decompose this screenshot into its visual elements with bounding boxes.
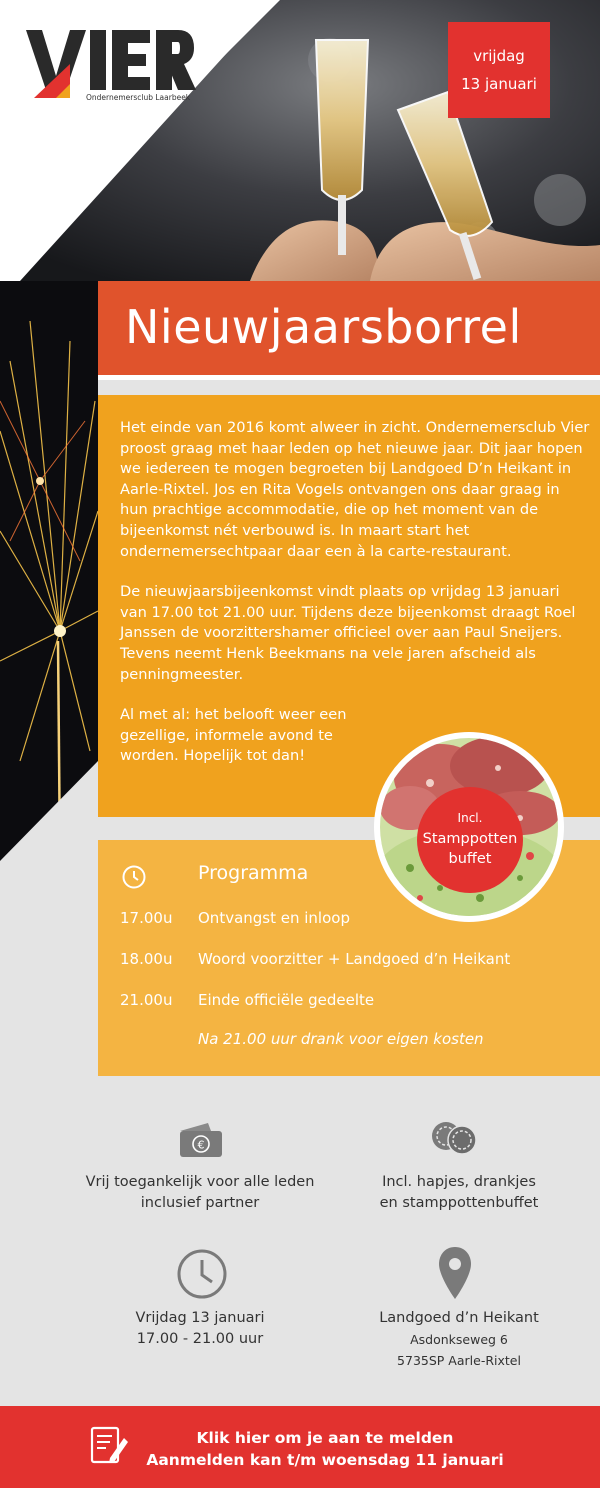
- intro-paragraph-3: Al met al: het belooft weer een gezellige, informele avond te worden. Hopelijk tot dan!: [120, 706, 347, 765]
- date-badge-date: 13 januari: [461, 75, 537, 93]
- feature-access-line-2: inclusief partner: [140, 1195, 260, 1211]
- badge-line-2: buffet: [448, 851, 492, 867]
- stamppot-badge: [417, 787, 523, 893]
- program-note: Na 21.00 uur drank voor eigen kosten: [198, 1030, 484, 1048]
- logo-subtitle: Ondernemersclub Laarbeek: [86, 93, 191, 102]
- program-title: Programma: [198, 862, 309, 884]
- clock-icon: [121, 864, 147, 894]
- register-deadline: Aanmelden kan t/m woensdag 11 januari: [146, 1451, 504, 1469]
- date-badge: [448, 22, 550, 118]
- feature-access-text: [60, 1172, 340, 1214]
- program-item-label: Einde officiële gedeelte: [198, 991, 375, 1009]
- badge-small-text: Incl.: [457, 811, 483, 825]
- register-link[interactable]: Klik hier om je aan te melden: [196, 1429, 454, 1447]
- feature-food-line-1: Incl. hapjes, drankjes: [382, 1174, 536, 1190]
- program-item-label: Ontvangst en inloop: [198, 909, 350, 927]
- page-title: Nieuwjaarsborrel: [125, 300, 522, 354]
- feature-location-line-3: 5735SP Aarle-Rixtel: [397, 1353, 521, 1368]
- program-item: [120, 950, 510, 968]
- feature-time-line-2: 17.00 - 21.00 uur: [136, 1331, 264, 1347]
- program-item-time: 18.00u: [120, 950, 173, 968]
- feature-location-line-1: Landgoed d’n Heikant: [379, 1310, 539, 1326]
- logo: [26, 24, 206, 110]
- feature-food-text: [320, 1172, 598, 1214]
- coins-icon: [428, 1118, 482, 1162]
- map-pin-icon: [437, 1245, 473, 1305]
- program-item-time: 21.00u: [120, 991, 173, 1009]
- feature-access-line-1: Vrij toegankelijk voor alle leden: [85, 1174, 315, 1190]
- intro-text: [120, 418, 590, 787]
- svg-text:€: €: [197, 1138, 205, 1152]
- badge-line-1: Stamppotten: [422, 831, 518, 847]
- wallet-euro-icon: [178, 1121, 224, 1163]
- feature-time-text: [60, 1308, 340, 1350]
- intro-paragraph-2: De nieuwjaarsbijeenkomst vindt plaats op vrijdag 13 januari van 17.00 tot 21.00 uur. Tijdens deze bijeenkomst draagt Roel Janssen de voorzittershamer officieel over aan Paul Sneijers. Tevens neemt Henk Beekmans na vele jaren afscheid als penningmeester.: [120, 583, 576, 683]
- date-badge-day: vrijdag: [473, 47, 525, 65]
- feature-location-text: [320, 1308, 598, 1371]
- program-item-time: 17.00u: [120, 909, 173, 927]
- program-item-label: Woord voorzitter + Landgoed d’n Heikant: [198, 950, 511, 968]
- program-item: [120, 909, 350, 927]
- intro-paragraph-1: Het einde van 2016 komt alweer in zicht. Ondernemersclub Vier proost graag met haar leden op het nieuwe jaar. Dit jaar hopen we iedereen te mogen begroeten bij Landgoed D’n Heikant in Aarle-Rixtel. Jos en Rita Vogels ontvangen ons daar graag in hun prachtige accommodatie, die op het moment van de bijeenkomst nét verbouwd is. In maart start het ondernemersechtpaar daar een à la carte-restaurant.: [120, 419, 590, 560]
- feature-food-line-2: en stamppottenbuffet: [379, 1195, 539, 1211]
- clock-icon: [176, 1248, 228, 1304]
- fireworks-diagonal-mask: [0, 381, 98, 861]
- feature-location-line-2: Asdonkseweg 6: [410, 1332, 508, 1347]
- program-item: [120, 991, 374, 1009]
- feature-time-line-1: Vrijdag 13 januari: [135, 1310, 265, 1326]
